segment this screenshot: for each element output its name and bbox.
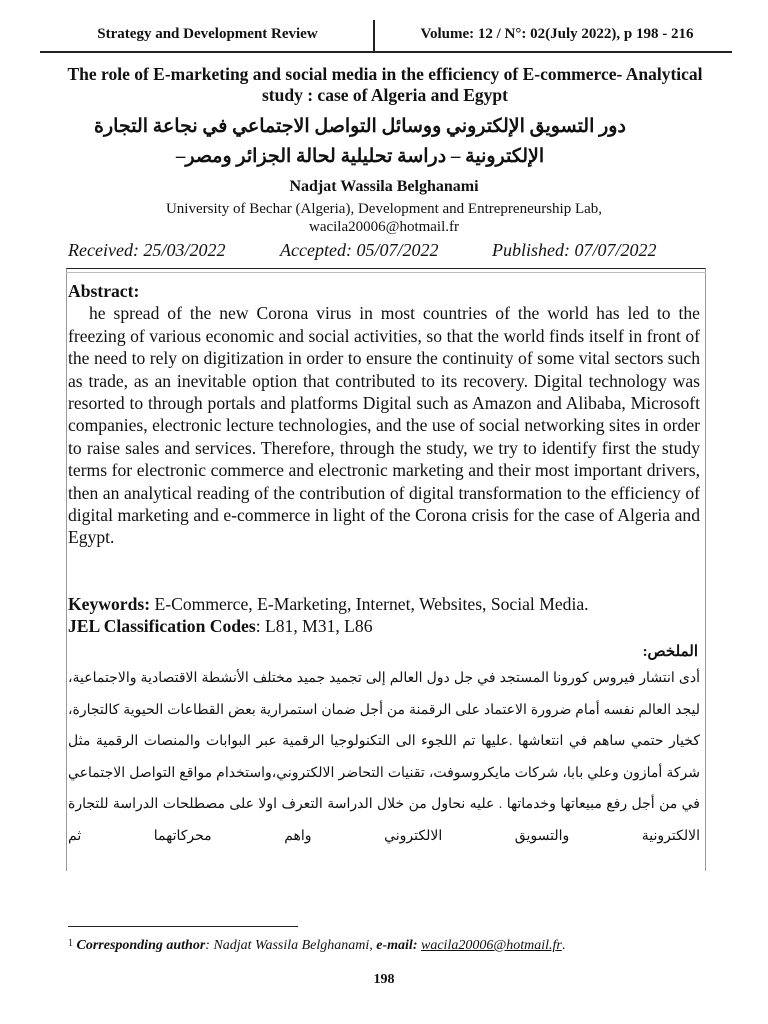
footnote-rule (68, 926, 298, 927)
footnote-email-link[interactable]: wacila20006@hotmail.fr (421, 938, 562, 953)
running-header (40, 18, 730, 54)
keywords (68, 594, 589, 615)
author-affiliation (0, 200, 768, 236)
accepted-date: Accepted: 05/07/2022 (280, 240, 439, 260)
footnote-author: : Nadjat Wassila Belghanami, (205, 938, 377, 953)
author-email: wacila20006@hotmail.fr (308, 219, 460, 235)
affiliation-text: University of Bechar (Algeria), Development and Entrepreneurship Lab, (165, 201, 603, 217)
published-date: Published: 07/07/2022 (492, 240, 657, 260)
abstract-heading: Abstract: (68, 281, 140, 301)
header-separator (373, 20, 375, 52)
abstract-section (68, 280, 700, 549)
page-number: 198 (373, 972, 395, 987)
received-date: Received: 25/03/2022 (68, 240, 226, 260)
abstract-text: he spread of the new Corona virus in most countries of the world has led to the freezing of various economic and social activities, so that the world finds itself in front of the need to rely on digitization in order to ensure the continuity of some vital sectors such as trade, as an inevitable option that contributed to its recovery. Digital technology was resorted to through portals and platforms Digital such as Amazon and Alibaba, Microsoft companies, electronic lecture technologies, and the use of social networking sites in order to raise sales and services. Therefore, through the study, we try to identify first the study terms for electronic commerce and electronic marketing and their most important drivers, then an analytical reading of the contribution of digital transformation to the efficiency of digital marketing and e-commerce in light of the Corona crisis for the case of Algeria and Egypt. (68, 303, 700, 548)
footnote-email-label: e-mail: (376, 938, 418, 953)
footnote-label: Corresponding author (76, 938, 206, 953)
abstract-frame-inner-rule (66, 272, 706, 273)
jel-value: : L81, M31, L86 (255, 616, 373, 636)
jel-label: JEL Classification Codes (68, 616, 256, 636)
arabic-abstract-heading: الملخص: (642, 644, 698, 660)
footnote-end: . (561, 938, 566, 953)
jel-codes (68, 616, 373, 637)
footnote (68, 938, 565, 954)
header-rule (40, 51, 732, 53)
journal-name: Strategy and Development Review (97, 26, 318, 42)
paper-title-arabic: دور التسويق الإلكتروني ووسائل التواصل الاجتماعي في نجاعة التجارة الإلكترونية – دراسة تحليلية لحالة الجزائر ومصر– (94, 116, 626, 167)
keywords-value: E-Commerce, E-Marketing, Internet, Websites, Social Media. (150, 594, 589, 614)
arabic-abstract-text: أدى انتشار فيروس كورونا المستجد في جل دول العالم إلى تجميد جميد مختلف الأنشطة الاقتصادية والاجتماعية، ليجد العالم نفسه أمام ضرورة الاعتماد على الرقمنة من أجل ضمان استمرارية بعض القطاعات الحيوية كالتجارة، كخيار حتمي ساهم في انتعاشها .عليها تم اللجوء الى التكنولوجيا الرقمية عبر البوابات والمنصات الرقمية مثل شركة أمازون وعلي بابا، شركات مايكروسوفت، تقنيات التحاضر الالكتروني،واستخدام مواقع التواصل الاجتماعي في من أجل رفع مبيعاتها وخدماتها . عليه نحاول من خلال الدراسة التعرف اولا على مصطلحات الدراسة للتجارة الالكترونية والتسويق الالكتروني واهم محركاتهما ثم (68, 671, 700, 844)
footnote-number: 1 (68, 938, 73, 949)
keywords-label: Keywords: (68, 594, 151, 614)
volume-info: Volume: 12 / N°: 02(July 2022), p 198 - 216 (420, 26, 694, 42)
paper-title-english: The role of E-marketing and social media in the efficiency of E-commerce- Analytical study : case of Algeria and Egypt (67, 64, 703, 105)
author-name: Nadjat Wassila Belghanami (289, 178, 479, 195)
